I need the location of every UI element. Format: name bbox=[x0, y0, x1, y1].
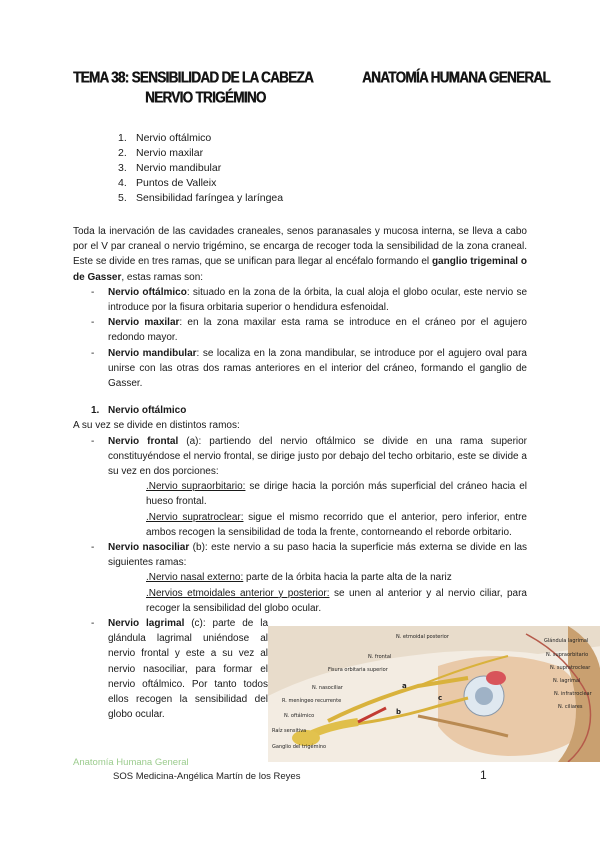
label: N. supratroclear bbox=[550, 665, 591, 671]
nasociliar-item: - Nervio nasociliar (b): este nervio a su paso hacia la superficie más externa se divide en las siguientes ramas: bbox=[91, 542, 528, 569]
label-b: b bbox=[396, 708, 402, 716]
label-a: a bbox=[402, 682, 407, 690]
label: N. supraorbitario bbox=[546, 652, 589, 658]
table-of-contents bbox=[118, 131, 283, 206]
footer-author: SOS Medicina-Angélica Martín de los Reyes bbox=[113, 771, 301, 782]
section-heading: 1. Nervio oftálmico bbox=[91, 405, 187, 417]
page-subtitle: NERVIO TRIGÉMINO bbox=[145, 88, 266, 107]
branch-item: - Nervio maxilar: en la zona maxilar esta rama se introduce en el cráneo por el agujero redondo mayor. bbox=[91, 317, 527, 344]
toc-label: Puntos de Valleix bbox=[136, 177, 217, 189]
label: Raíz sensitiva bbox=[272, 728, 307, 734]
bold-term: ganglio trigeminal o de Gasser bbox=[73, 256, 527, 283]
toc-label: Sensibilidad faríngea y laríngea bbox=[136, 192, 284, 204]
orbit-anatomy-figure bbox=[268, 626, 600, 762]
toc-item bbox=[118, 161, 283, 176]
toc-number: 5. bbox=[118, 192, 127, 204]
page-number: 1 bbox=[480, 768, 487, 782]
sub-item: .Nervio supratroclear: sigue el mismo recorrido que el anterior, pero inferior, entre ambos recogen la sensibilidad de toda la frente, contorneando el reborde orbitario. bbox=[146, 511, 527, 538]
label: N. nasociliar bbox=[312, 685, 343, 691]
sub-item: .Nervios etmoidales anterior y posterior: se unen al anterior y al nervio ciliar, para recoger la sensibilidad del globo ocular. bbox=[146, 587, 527, 614]
toc-item bbox=[118, 191, 283, 206]
toc-number: 4. bbox=[118, 177, 127, 189]
label: N. etmoidal posterior bbox=[396, 634, 449, 640]
toc-label: Nervio oftálmico bbox=[136, 132, 212, 144]
label: Ganglio del trigémino bbox=[272, 744, 327, 750]
toc-label: Nervio maxilar bbox=[136, 147, 204, 159]
section-intro: A su vez se divide en distintos ramos: bbox=[73, 420, 240, 432]
toc-item bbox=[118, 131, 283, 146]
toc-number: 3. bbox=[118, 162, 127, 174]
sub-item: .Nervio supraorbitario: se dirige hacia la porción más superficial del cráneo hacia el hueso frontal. bbox=[146, 481, 528, 508]
toc-item bbox=[118, 176, 283, 191]
page-title: TEMA 38: SENSIBILIDAD DE LA CABEZA bbox=[73, 68, 313, 87]
label: N. oftálmico bbox=[284, 713, 315, 719]
toc-item bbox=[118, 146, 283, 161]
toc-number: 1. bbox=[118, 132, 127, 144]
label-c: c bbox=[438, 694, 443, 702]
label: Glándula lagrimal bbox=[544, 638, 589, 644]
toc-number: 2. bbox=[118, 147, 127, 159]
label: N. lagrimal bbox=[553, 678, 581, 684]
lacrimal-gland bbox=[486, 671, 506, 685]
iris bbox=[475, 687, 493, 705]
label: N. frontal bbox=[368, 654, 392, 660]
label: Fisura orbitaria superior bbox=[328, 667, 388, 673]
subject-title: ANATOMÍA HUMANA GENERAL bbox=[362, 68, 550, 87]
branch-item: - Nervio oftálmico: situado en la zona de la órbita, la cual aloja el globo ocular, este nervio se introduce por la fisura orbitaria superior o hendidura esfenoidal. bbox=[91, 286, 528, 314]
lagrimal-item: - Nervio lagrimal (c): parte de la glándula lagrimal uniéndose al nervio frontal y este a su vez al nervio nasociliar, para formar el nervio oftálmico. Por tanto todos ellos recogen la sensibilidad del globo ocular. bbox=[91, 618, 268, 721]
footer-subject: Anatomía Humana General bbox=[73, 757, 189, 768]
intro-paragraph: Toda la inervación de las cavidades craneales, senos paranasales y mucosa interna, se lleva a cabo por el V par craneal o nervio trigémino, se encarga de recoger toda la sensibilidad de la zona craneal. Este se divide en tres ramas, que se unifican para llegar al encéfalo formando el ganglio trigeminal o de Gasser, estas ramas son: bbox=[73, 226, 527, 283]
label: R. meníngeo recurrente bbox=[282, 698, 342, 704]
frontal-item: - Nervio frontal (a): partiendo del nervio oftálmico se divide en una rama superior constituyéndose el nervio frontal, se dirige justo por debajo del techo orbitario, este se divide a su vez en dos porciones: bbox=[91, 435, 528, 478]
label: N. ciliares bbox=[558, 704, 583, 710]
label: N. infratroclear bbox=[554, 691, 592, 697]
sub-item: .Nervio nasal externo: parte de la órbita hacia la parte alta de la nariz bbox=[146, 572, 452, 584]
toc-label: Nervio mandibular bbox=[136, 162, 222, 174]
branch-item: - Nervio mandibular: se localiza en la zona mandibular, se introduce por el agujero oval para unirse con las otras dos ramas anteriores en el interior del cráneo, formando el ganglio de Gasser. bbox=[91, 347, 527, 390]
